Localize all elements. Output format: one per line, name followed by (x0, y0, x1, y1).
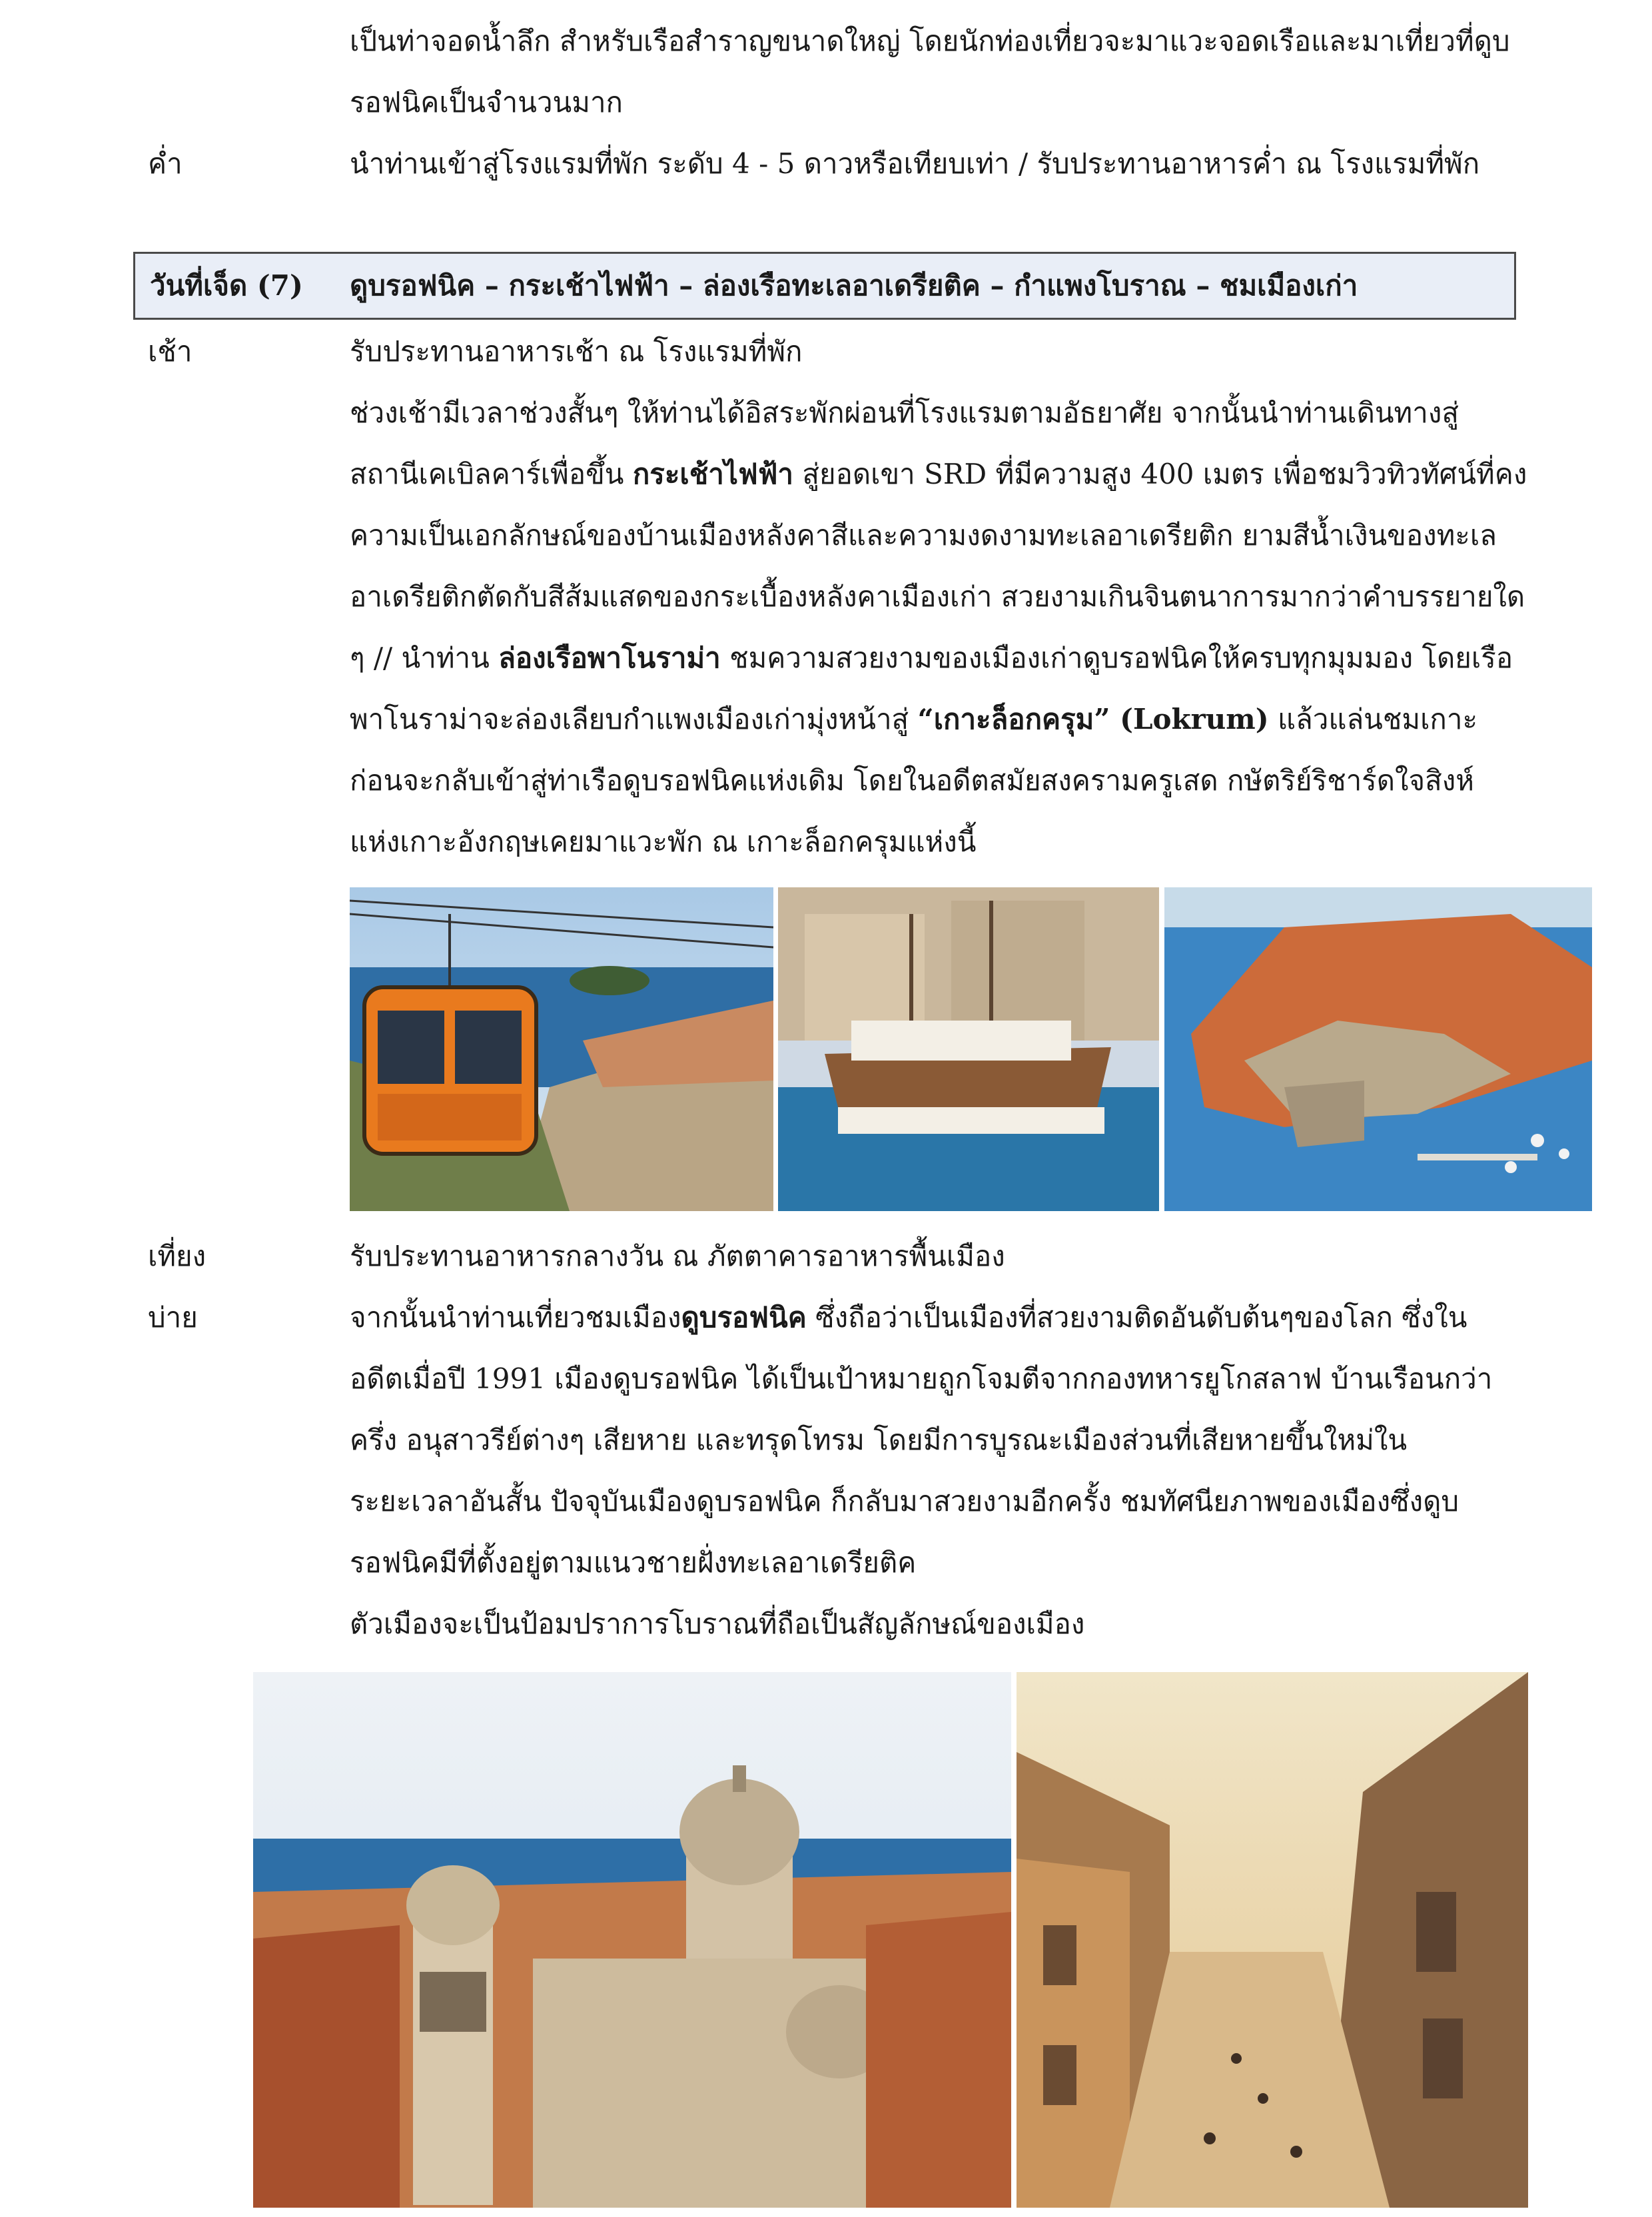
morning-line: ช่วงเช้ามีเวลาช่วงสั้นๆ ให้ท่านได้อิสระพักผ่อนที่โรงแรมตามอัธยาศัย จากนั้นนำท่านเดินทางสู่ (350, 396, 1459, 429)
lunch-text: รับประทานอาหารกลางวัน ณ ภัตตาคารอาหารพื้นเมือง (350, 1240, 1005, 1272)
morning-line: ๆ // นำท่าน ล่องเรือพาโนราม่า ชมความสวยงามของเมืองเก่าดูบรอฟนิคให้ครบทุกมุมมอง โดยเรือ (350, 642, 1513, 674)
dinner-text: นำท่านเข้าสู่โรงแรมที่พัก ระดับ 4 - 5 ดาวหรือเทียบเท่า / รับประทานอาหารค่ำ ณ โรงแรมที่พัก (350, 147, 1480, 180)
lokrum-highlight: “เกาะล็อกครุม” (Lokrum) (917, 703, 1269, 735)
morning-line: อาเดรียติกตัดกับสีส้มแสดของกระเบื้องหลังคาเมืองเก่า สวยงามเกินจินตนาการมากว่าคำบรรยายใด (350, 580, 1525, 613)
morning-line: ก่อนจะกลับเข้าสู่ท่าเรือดูบรอฟนิคแห่งเดิม โดยในอดีตสมัยสงครามครูเสด กษัตริย์ริชาร์ดใจสิงห์ (350, 764, 1474, 797)
morning-line: แห่งเกาะอังกฤษเคยมาแวะพัก ณ เกาะล็อกครุมแห่งนี้ (350, 825, 977, 858)
old-town-rooftops-photo (253, 1672, 1011, 2208)
panorama-boat-photo (778, 887, 1159, 1211)
dubrovnik-highlight: ดูบรอฟนิค (681, 1301, 807, 1334)
panorama-boat-highlight: ล่องเรือพาโนราม่า (498, 642, 721, 674)
afternoon-line: อดีตเมื่อปี 1991 เมืองดูบรอฟนิค ได้เป็นเป้าหมายถูกโจมตีจากกองทหารยูโกสลาฟ บ้านเรือนกว่า (350, 1362, 1493, 1395)
cable-car-photo (350, 887, 773, 1211)
intro-line: รอฟนิคเป็นจำนวนมาก (350, 86, 623, 119)
cable-car-highlight: กระเช้าไฟฟ้า (632, 458, 794, 490)
afternoon-line: ระยะเวลาอันสั้น ปัจจุบันเมืองดูบรอฟนิค ก็กลับมาสวยงามอีกครั้ง ชมทัศนียภาพของเมืองซึ่งดูบ (350, 1485, 1459, 1518)
afternoon-line: ครึ่ง อนุสาวรีย์ต่างๆ เสียหาย และทรุดโทรม โดยมีการบูรณะเมืองส่วนที่เสียหายขึ้นใหม่ใน (350, 1424, 1408, 1456)
dubrovnik-aerial-photo (1164, 887, 1592, 1211)
morning-line: สถานีเคเบิลคาร์เพื่อขึ้น กระเช้าไฟฟ้า สู่ยอดเขา SRD ที่มีความสูง 400 เมตร เพื่อชมวิวทิวทัศน์ที่คง (350, 458, 1527, 490)
morning-label: เช้า (148, 335, 193, 368)
afternoon-line: รอฟนิคมีที่ตั้งอยู่ตามแนวชายฝั่งทะเลอาเดรียติค (350, 1546, 917, 1579)
day-route: ดูบรอฟนิค – กระเช้าไฟฟ้า – ล่องเรือทะเลอาเดรียติค – กำแพงโบราณ – ชมเมืองเก่า (350, 269, 1358, 302)
morning-line: ความเป็นเอกลักษณ์ของบ้านเมืองหลังคาสีและความงดงามทะเลอาเดรียติก ยามสีน้ำเงินของทะเล (350, 519, 1497, 552)
day-header (133, 252, 1516, 320)
afternoon-label: บ่าย (148, 1301, 198, 1334)
stradun-street-photo (1017, 1672, 1528, 2208)
day-number: วันที่เจ็ด (7) (150, 269, 303, 302)
lunch-label: เที่ยง (148, 1240, 206, 1272)
dinner-label: ค่ำ (148, 147, 183, 180)
breakfast-text: รับประทานอาหารเช้า ณ โรงแรมที่พัก (350, 335, 803, 368)
afternoon-line: จากนั้นนำท่านเที่ยวชมเมืองดูบรอฟนิค ซึ่งถือว่าเป็นเมืองที่สวยงามติดอันดับต้นๆของโลก ซึ่งใน (350, 1301, 1467, 1334)
morning-line: พาโนราม่าจะล่องเลียบกำแพงเมืองเก่ามุ่งหน้าสู่ “เกาะล็อกครุม” (Lokrum) แล้วแล่นชมเกาะ (350, 703, 1478, 735)
intro-line: เป็นท่าจอดน้ำลึก สำหรับเรือสำราญขนาดใหญ่ โดยนักท่องเที่ยวจะมาแวะจอดเรือและมาเที่ยวที่ดูบ (350, 25, 1510, 57)
afternoon-line: ตัวเมืองจะเป็นป้อมปราการโบราณที่ถือเป็นสัญลักษณ์ของเมือง (350, 1607, 1085, 1640)
